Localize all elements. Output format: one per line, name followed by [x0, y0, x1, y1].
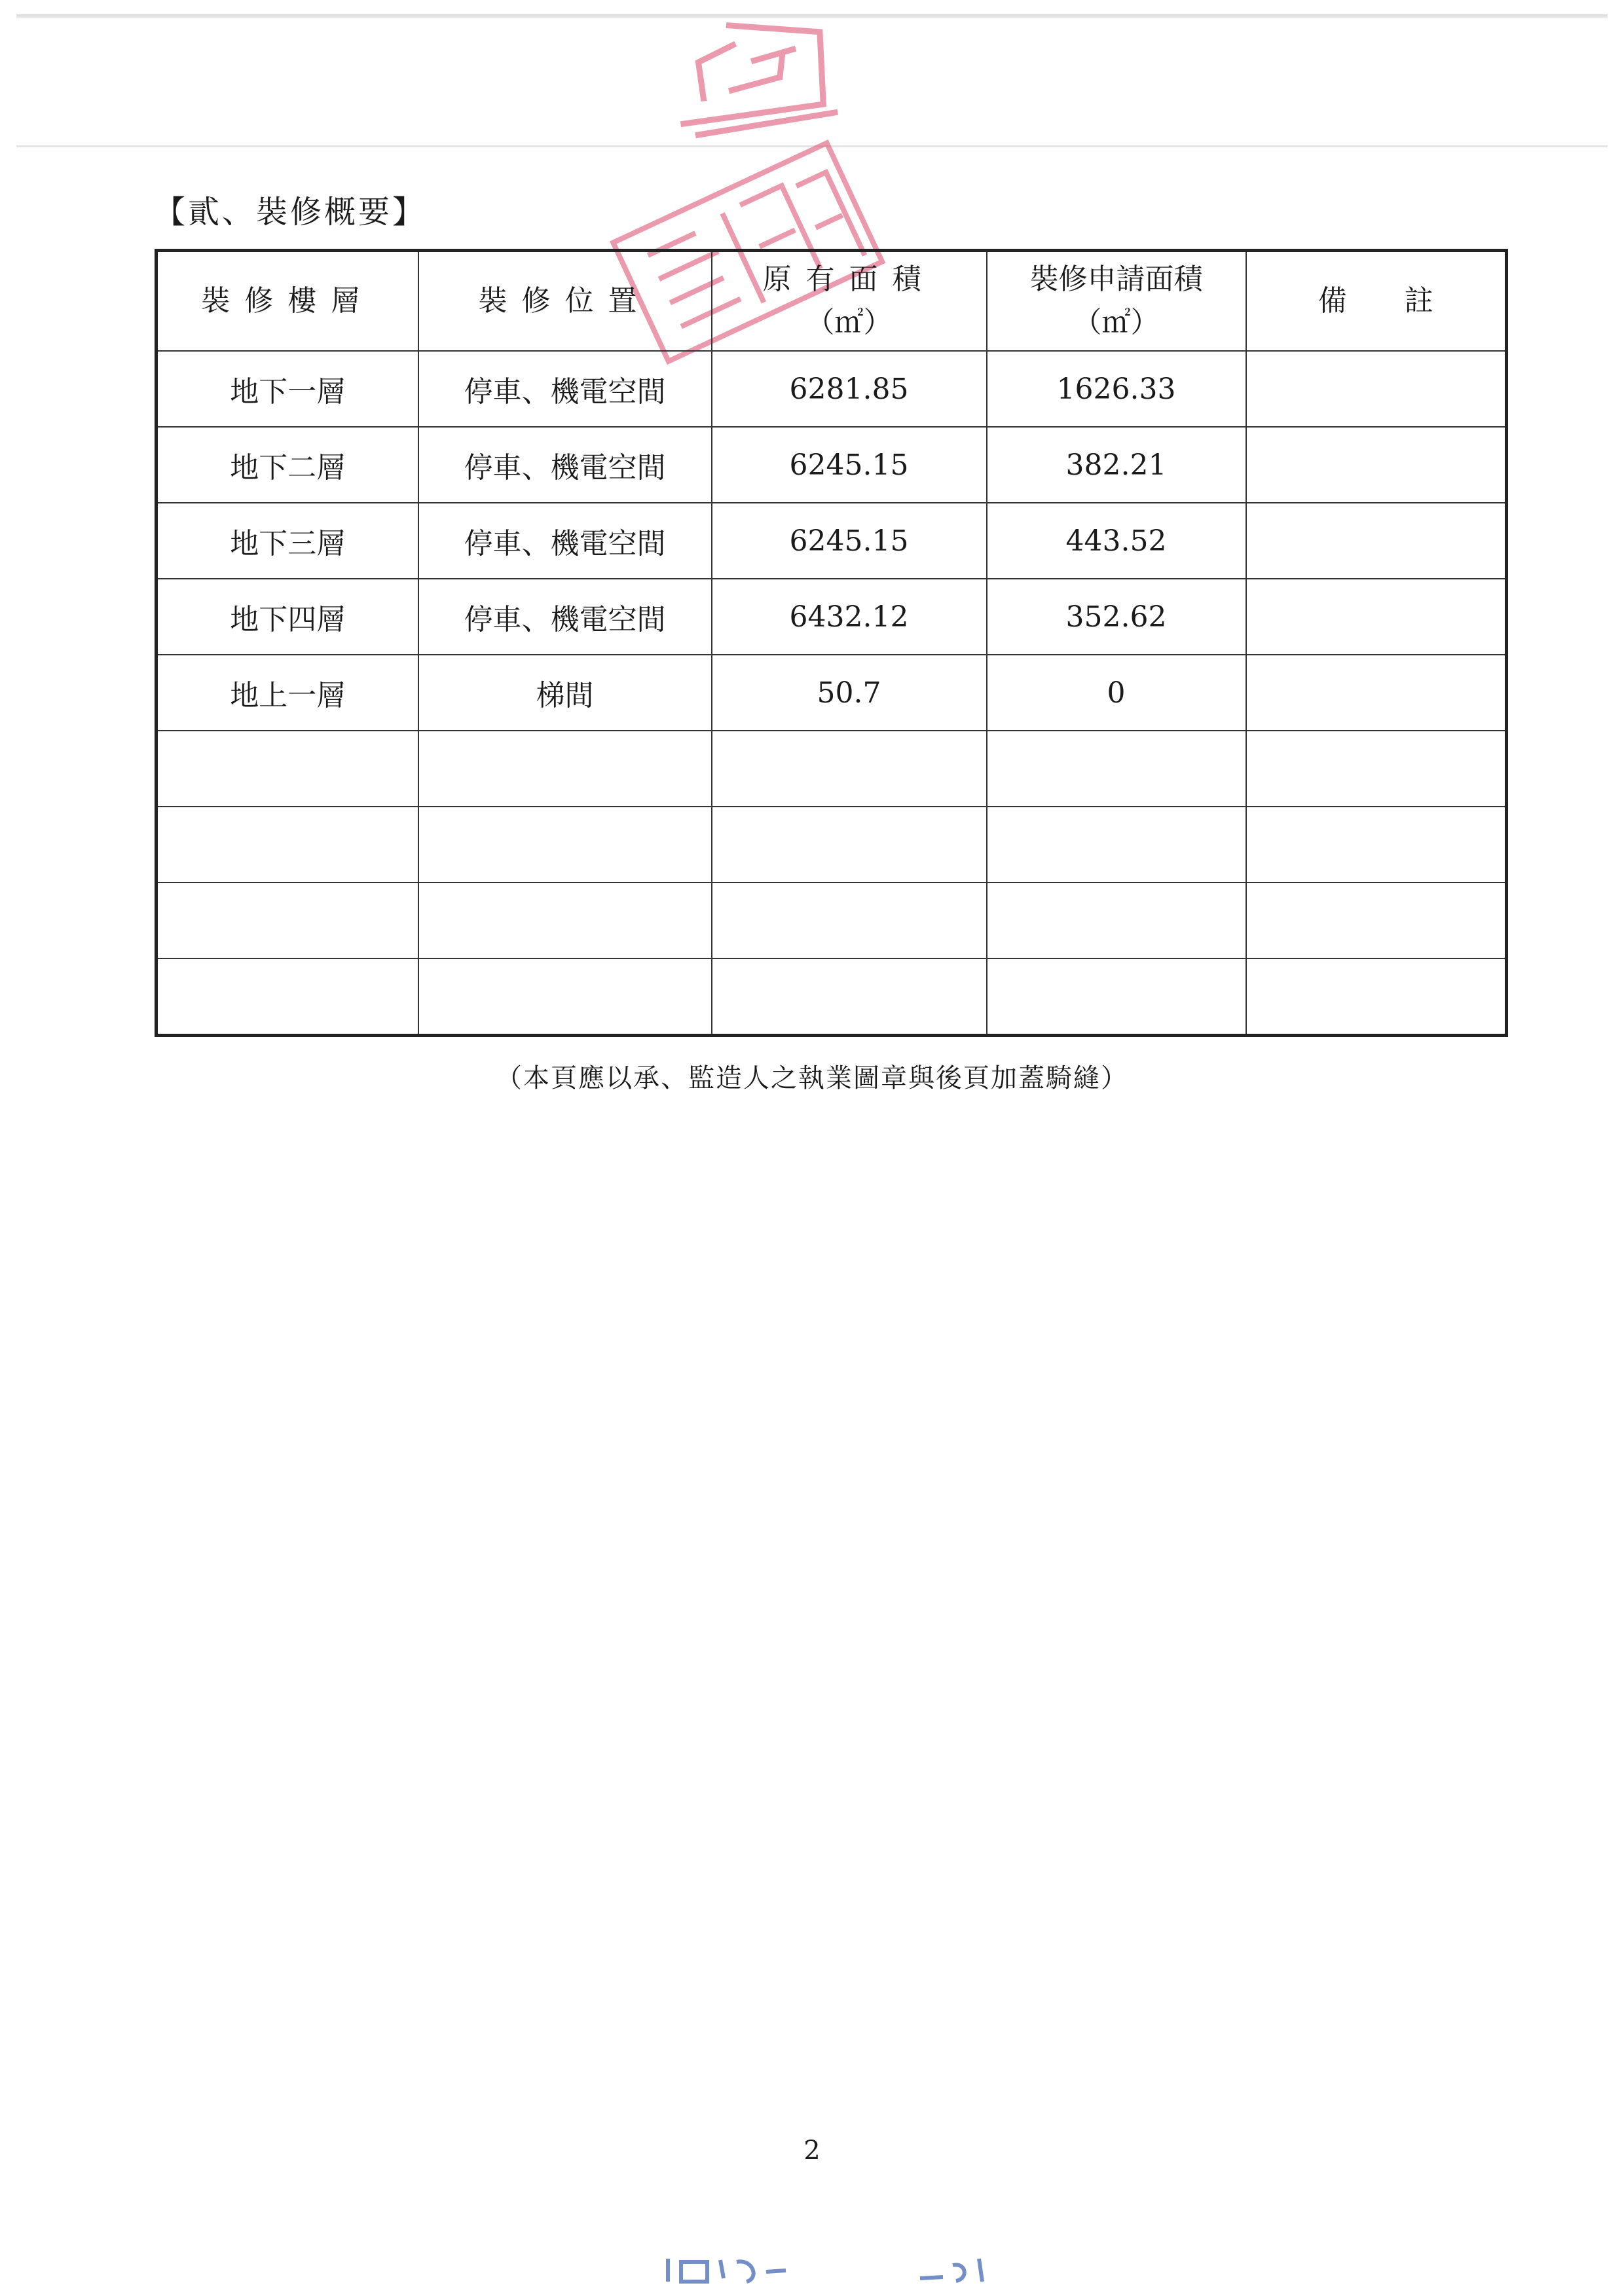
table-row	[157, 731, 1507, 807]
cell-location: 梯間	[418, 655, 712, 731]
cell-location: 停車、機電空間	[418, 351, 712, 427]
table-row	[157, 579, 1507, 655]
cell-applied-area: 352.62	[987, 579, 1246, 655]
cell-remarks	[1246, 427, 1507, 503]
cell-original-area	[712, 883, 987, 958]
cell-floor: 地下一層	[157, 351, 418, 427]
cell-floor	[157, 807, 418, 883]
header-applied-area	[987, 251, 1246, 352]
cell-location	[418, 883, 712, 958]
cell-location	[418, 958, 712, 1036]
table-row	[157, 807, 1507, 883]
cell-original-area	[712, 958, 987, 1036]
header-floor: 裝修樓層	[157, 251, 418, 352]
cell-applied-area	[987, 958, 1246, 1036]
cell-original-area	[712, 807, 987, 883]
cell-remarks	[1246, 351, 1507, 427]
header-original-area-label: 原有面積	[762, 263, 936, 296]
cell-location: 停車、機電空間	[418, 503, 712, 579]
cell-applied-area	[987, 807, 1246, 883]
header-applied-area-label: 裝修申請面積	[1029, 263, 1203, 296]
cell-original-area: 50.7	[712, 655, 987, 731]
cell-applied-area: 1626.33	[987, 351, 1246, 427]
seal-instruction-note: （本頁應以承、監造人之執業圖章與後頁加蓋騎縫）	[496, 1063, 1128, 1093]
table-row	[157, 958, 1507, 1036]
cell-original-area: 6245.15	[712, 503, 987, 579]
renovation-summary-table	[155, 249, 1508, 1037]
cell-original-area: 6245.15	[712, 427, 987, 503]
table-row	[157, 655, 1507, 731]
cell-remarks	[1246, 807, 1507, 883]
cell-applied-area	[987, 883, 1246, 958]
table-header-row	[157, 251, 1507, 352]
cell-remarks	[1246, 579, 1507, 655]
header-original-area-unit: （㎡）	[805, 306, 893, 339]
cell-applied-area: 443.52	[987, 503, 1246, 579]
cell-location	[418, 807, 712, 883]
cell-location: 停車、機電空間	[418, 579, 712, 655]
page-number: 2	[803, 2136, 821, 2166]
cell-floor	[157, 958, 418, 1036]
section-title: 【貳、裝修概要】	[154, 194, 427, 230]
cell-floor	[157, 731, 418, 807]
cell-remarks	[1246, 503, 1507, 579]
cell-floor: 地下四層	[157, 579, 418, 655]
cell-floor	[157, 883, 418, 958]
header-applied-area-unit: （㎡）	[1073, 306, 1160, 339]
cell-original-area	[712, 731, 987, 807]
cell-remarks	[1246, 731, 1507, 807]
table-row	[157, 503, 1507, 579]
cell-applied-area: 382.21	[987, 427, 1246, 503]
header-location: 裝修位置	[418, 251, 712, 352]
header-original-area	[712, 251, 987, 352]
cell-original-area: 6432.12	[712, 579, 987, 655]
table-row	[157, 351, 1507, 427]
cell-floor: 地下三層	[157, 503, 418, 579]
cell-floor: 地下二層	[157, 427, 418, 503]
blue-stamp-fragment-icon	[917, 2252, 995, 2285]
table-row	[157, 883, 1507, 958]
cell-remarks	[1246, 883, 1507, 958]
cell-applied-area	[987, 731, 1246, 807]
cell-remarks	[1246, 655, 1507, 731]
blue-stamp-fragment-icon	[661, 2252, 792, 2285]
header-remarks: 備 註	[1246, 251, 1507, 352]
cell-floor: 地上一層	[157, 655, 418, 731]
cell-applied-area: 0	[987, 655, 1246, 731]
cell-location	[418, 731, 712, 807]
cell-remarks	[1246, 958, 1507, 1036]
cell-location: 停車、機電空間	[418, 427, 712, 503]
cell-original-area: 6281.85	[712, 351, 987, 427]
table-row	[157, 427, 1507, 503]
